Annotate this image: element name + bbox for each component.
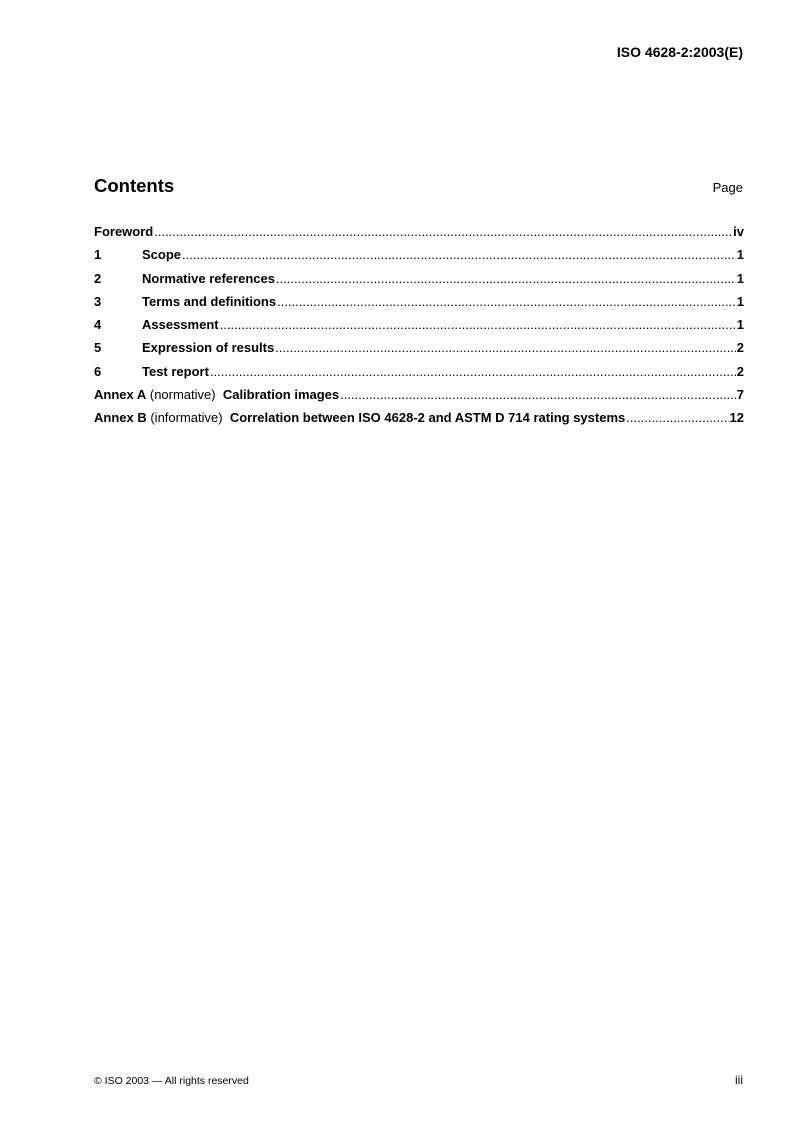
annex-title: Correlation between ISO 4628-2 and ASTM D 714 rating systems xyxy=(229,410,626,426)
toc-entry-number: 4 xyxy=(94,317,102,333)
annex-label: Annex B xyxy=(94,410,147,426)
toc-leader xyxy=(182,247,736,262)
document-id-header: ISO 4628-2:2003(E) xyxy=(616,44,743,60)
toc-entry-page: 2 xyxy=(736,363,744,379)
toc-entry-number: 1 xyxy=(94,247,102,263)
toc-entry-number: 3 xyxy=(94,293,102,309)
toc-leader xyxy=(154,224,732,239)
toc-entry-number: 6 xyxy=(94,363,102,379)
toc-entry-scope[interactable] xyxy=(94,247,744,270)
annex-label: Annex A xyxy=(94,387,147,403)
toc-leader xyxy=(275,340,736,355)
toc-entry-expression-of-results[interactable] xyxy=(94,340,744,363)
toc-entry-page: 1 xyxy=(736,270,744,286)
toc-entry-page: 2 xyxy=(736,340,744,356)
annex-type: (normative) xyxy=(146,387,223,403)
toc-entry-title: Expression of results xyxy=(142,340,275,356)
toc-entry-test-report[interactable] xyxy=(94,364,744,387)
toc-entry-page: iv xyxy=(733,224,744,239)
page-column-label: Page xyxy=(712,180,743,195)
toc-entry-page: 1 xyxy=(736,317,744,333)
toc-entry-foreword[interactable] xyxy=(94,224,744,247)
toc-entry-title: Normative references xyxy=(142,270,275,286)
toc-entry-annex-a[interactable] xyxy=(94,387,744,410)
toc-leader xyxy=(277,294,736,309)
annex-title: Calibration images xyxy=(222,387,340,403)
toc-entry-number: 5 xyxy=(94,340,102,356)
toc-leader xyxy=(210,364,736,379)
toc-leader xyxy=(626,410,728,425)
toc-entry-title: Foreword xyxy=(94,224,154,239)
toc-entry-title: Assessment xyxy=(142,317,219,333)
table-of-contents xyxy=(94,224,744,434)
toc-entry-terms-and-definitions[interactable] xyxy=(94,294,744,317)
toc-entry-assessment[interactable] xyxy=(94,317,744,340)
toc-entry-annex-b[interactable] xyxy=(94,410,744,433)
toc-entry-number: 2 xyxy=(94,270,102,286)
contents-title: Contents xyxy=(94,175,175,196)
toc-leader xyxy=(340,387,736,402)
toc-leader xyxy=(276,271,736,286)
toc-entry-page: 1 xyxy=(736,247,744,263)
annex-type: (informative) xyxy=(146,410,230,426)
footer-page-number: iii xyxy=(735,1073,743,1087)
toc-entry-page: 1 xyxy=(736,293,744,309)
toc-entry-title: Terms and definitions xyxy=(142,293,277,309)
toc-leader xyxy=(220,317,736,332)
toc-entry-normative-references[interactable] xyxy=(94,271,744,294)
toc-entry-title: Test report xyxy=(142,363,209,379)
toc-entry-title: Scope xyxy=(142,247,182,263)
toc-entry-page: 12 xyxy=(729,410,744,426)
footer-copyright: © ISO 2003 — All rights reserved xyxy=(94,1075,249,1087)
toc-entry-page: 7 xyxy=(736,387,744,403)
